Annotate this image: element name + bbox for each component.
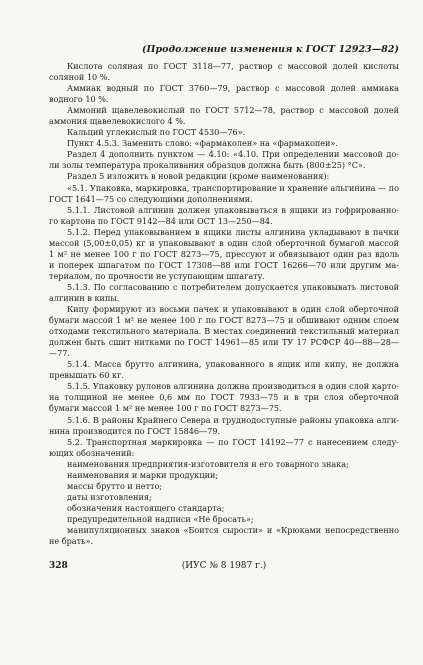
text-line: Кислота соляная по ГОСТ 3118—77, раствор с массовой долей кислоты [67,61,399,71]
text-line: и поперек шпагатом по ГОСТ 17308—88 или ГОСТ 16266—70 или другим ма- [49,259,399,270]
text-line: ли золы температура прокаливания образцов должна быть (800±25) °С». [49,160,366,171]
text-line: наименования предприятия-изготовителя и его товарного знака; [67,458,349,469]
text-line: на толщиной не менее 0,6 мм по ГОСТ 7933—75 и в три слоя оберточной [49,392,399,403]
text-line: Кальций углекислый по ГОСТ 4530—76». [67,127,246,138]
text-line: наименования и марки продукции; [67,469,219,480]
text-line: должен быть сшит нитками по ГОСТ 14961—85 или ТУ 17 РСФСР 40—88—28— [49,337,399,348]
text-line: 1 м² не менее 100 г по ГОСТ 8273—75, прессуют и обвязывают один раз вдоль [49,248,399,259]
text-line: Раздел 4 дополнить пунктом — 4.10: «4.10. При определении массовой до- [67,149,399,160]
text-line: не брать». [49,536,94,547]
text-line: 5.1.5. Упаковку рулонов алгинина должна производиться в один слой карто- [67,381,399,392]
page-header: (Продолжение изменения к ГОСТ 12923—82) [142,44,399,55]
text-line: даты изготовления; [67,491,152,502]
text-line: аммония щавелевокислого 4 %. [49,116,186,127]
page-number: 328 [49,561,68,572]
text-line: Аммоний щавелевокислый по ГОСТ 5712—78, раствор с массовой долей [67,105,399,116]
document-body [49,61,399,547]
text-line: ющих обозначений: [49,447,135,458]
text-line: Аммиак водный по ГОСТ 3760—79, раствор с массовой долей аммиака [67,83,399,94]
text-line: обозначения настоящего стандарта; [67,502,225,513]
text-line: Кипу формируют из восьми пачек и упаковывают в один слой оберточной [67,304,399,315]
text-line: отходами текстильного материала. В местах соединений текстильный материал [49,326,399,337]
text-line: 5.1.6. В районы Крайнего Севера и труднодоступные районы упаковка алги- [67,414,399,425]
text-line: превышать 60 кг. [49,370,124,381]
text-line: Пункт 4.5.3. Заменить слово: «фармаколен» на «фармакопеи». [67,138,338,149]
text-line: —77. [49,348,70,359]
text-line: 5.2. Транспортная маркировка — по ГОСТ 14192—77 с нанесением следу- [67,436,399,447]
text-line: ГОСТ 1641—75 со следующими дополнениями. [49,193,253,204]
text-line: Раздел 5 изложить в новой редакции (кроме наименования): [67,171,330,182]
footer-row [49,561,399,575]
text-line: го картона по ГОСТ 9142—84 или ОСТ 13—250—84. [49,215,273,226]
text-line: манипуляционных знаков «Боится сырости» и «Крюками непосредственно [67,524,399,535]
text-line: «5.1. Упаковка, маркировка, транспортирование и хранение альгинина — по [67,182,399,193]
text-line: 5.1.3. По согласованию с потребителем допускается упаковывать листовой [67,281,399,292]
text-line: 5.1.4. Масса брутто алгинина, упакованного в ящик или кипу, не должна [67,359,399,370]
text-line: бумаги массой 1 м² не менее 100 г по ГОСТ 8273—75 и обшивают одним слоем [49,315,399,326]
text-line: алгинин в кипы. [49,292,120,303]
text-line: териалом, по прочности не уступающим шпагату. [49,270,265,281]
text-line: бумаги массой 1 м² не менее 100 г по ГОСТ 8273—75. [49,403,282,414]
text-line: предупредительной надписи «Не бросать»; [67,513,254,524]
ius-note: (ИУС № 8 1987 г.) [181,561,267,572]
text-line: массы брутто и нетто; [67,480,163,491]
text-line: нина производится по ГОСТ 15846—79. [49,425,221,436]
text-line: 5.1.2. Перед упаковыванием в ящики листы алгинина укладывают в пачки [67,226,399,237]
text-line: 5.1.1. Листовой алгинин должен упаковываться в ящики из гофрированно- [67,204,399,215]
text-line: водного 10 %. [49,94,109,105]
text-line: соляной 10 %. [49,72,111,83]
text-line: массой (5,00±0,05) кг и упаковывают в один слой оберточной бумагой массой [49,237,399,248]
